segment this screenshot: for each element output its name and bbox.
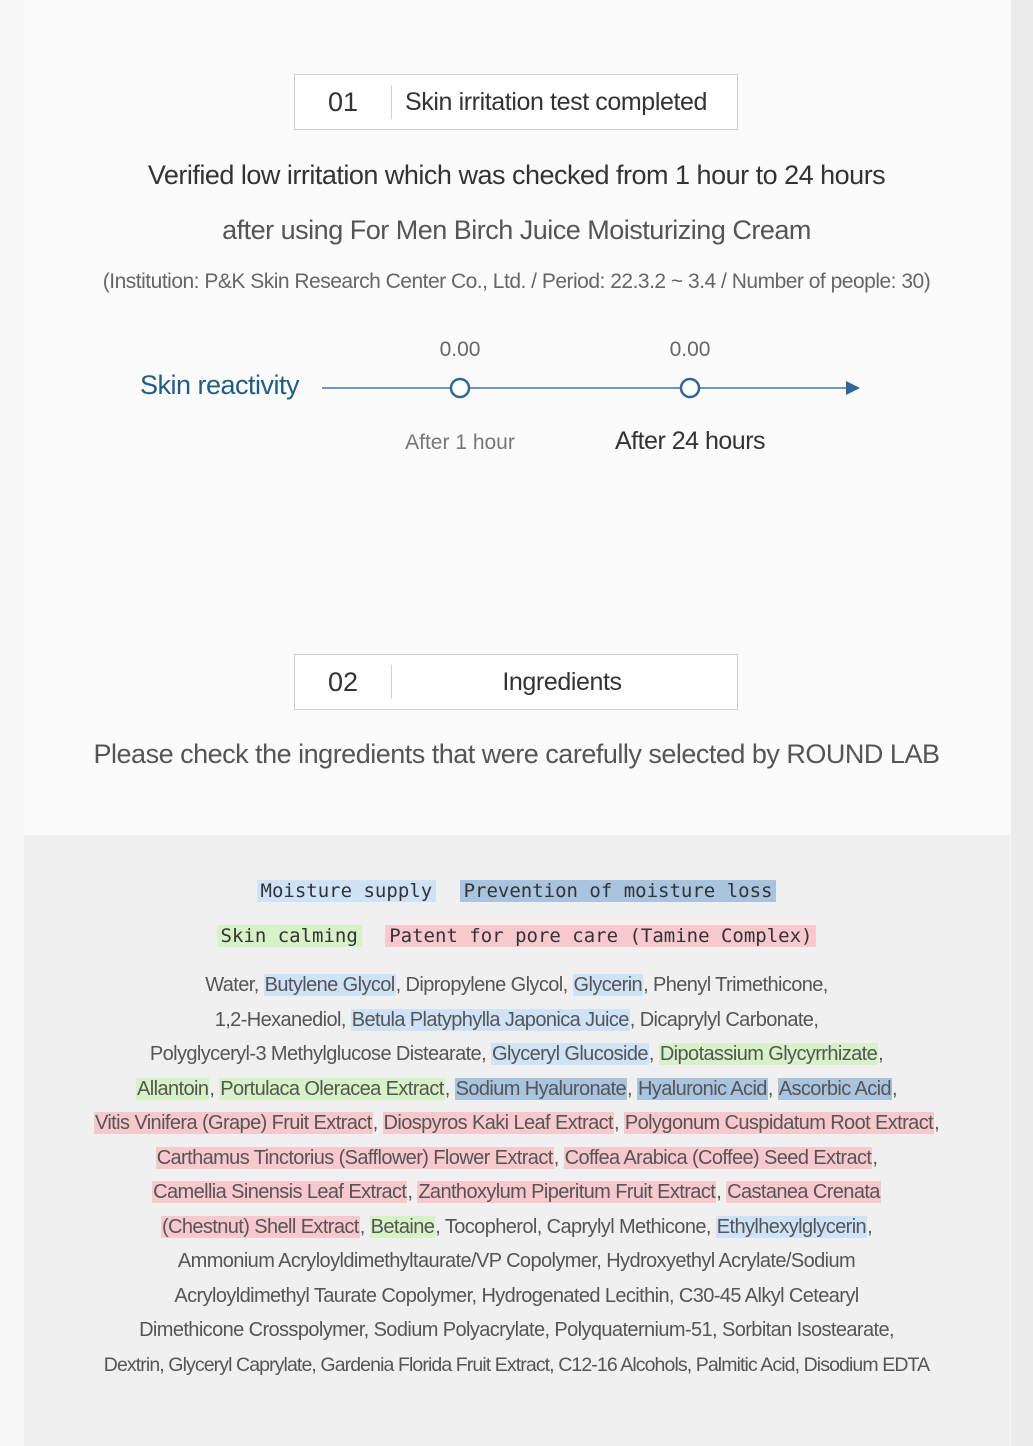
section-1-line-3: (Institution: P&K Skin Research Center Co., Ltd. / Period: 22.3.2 ~ 3.4 / Number of people: 30) — [102, 270, 931, 293]
ingredient-calming: Portulaca Oleracea Extract — [220, 1078, 444, 1100]
ingredient-text: Water, — [205, 974, 264, 996]
ingredients-row-11: Dimethicone Crosspolymer, Sodium Polyacrylate, Polyquaternium-51, Sorbitan Isostearate, — [139, 1319, 894, 1341]
timeline-point-1-caption: After 1 hour — [405, 431, 515, 454]
timeline-graphic — [0, 0, 1033, 480]
timeline-point-2-marker — [681, 379, 699, 397]
ingredient-prevention: Ascorbic Acid — [778, 1078, 891, 1100]
ingredients-row-3 — [0, 1043, 1033, 1066]
ingredient-text: , — [407, 1181, 418, 1203]
ingredient-text: , — [872, 1147, 878, 1169]
legend-prevention-moisture-loss: Prevention of moisture loss — [460, 880, 777, 902]
legend-row-2 — [0, 925, 1033, 947]
ingredient-text: , — [891, 1078, 897, 1100]
ingredient-text: , — [767, 1078, 778, 1100]
ingredient-prevention: Sodium Hyaluronate — [455, 1078, 627, 1100]
ingredient-text: , — [209, 1078, 220, 1100]
ingredients-row-7 — [0, 1181, 1033, 1204]
ingredient-text: , — [878, 1043, 884, 1065]
ingredients-row-9: Ammonium Acryloyldimethyltaurate/VP Copolymer, Hydroxyethyl Acrylate/Sodium — [177, 1250, 856, 1272]
ingredient-text: , — [359, 1216, 370, 1238]
ingredient-patent: Castanea Crenata — [727, 1181, 880, 1203]
section-2-number: 02 — [327, 666, 359, 697]
ingredient-patent: Zanthoxylum Piperitum Fruit Extract — [418, 1181, 716, 1203]
arrow-right-icon — [846, 381, 860, 395]
ingredient-patent: Carthamus Tinctorius (Safflower) Flower Extract — [156, 1147, 553, 1169]
ingredient-patent: Camellia Sinensis Leaf Extract — [153, 1181, 407, 1203]
section-1-line-1: Verified low irritation which was checked from 1 hour to 24 hours — [147, 160, 886, 190]
ingredient-patent: (Chestnut) Shell Extract — [161, 1216, 359, 1238]
ingredient-text: , — [648, 1043, 659, 1065]
ingredient-patent: Vitis Vinifera (Grape) Fruit Extract — [94, 1112, 372, 1134]
ingredients-row-12: Dextrin, Glyceryl Caprylate, Gardenia Florida Fruit Extract, C12-16 Alcohols, Palmitic Acid, Disodium EDTA — [103, 1354, 930, 1376]
ingredient-text: 1,2-Hexanediol, — [214, 1009, 351, 1031]
timeline-point-1-value: 0.00 — [439, 338, 481, 361]
ingredients-row-1 — [0, 974, 1033, 997]
section-2-divider — [391, 665, 392, 699]
section-1-title: Skin irritation test completed — [405, 87, 708, 116]
section-2-title: Ingredients — [502, 667, 622, 696]
timeline-point-1-marker — [451, 379, 469, 397]
ingredient-moisture: Betula Platyphylla Japonica Juice — [351, 1009, 629, 1031]
ingredient-text: , — [372, 1112, 383, 1134]
section-2-subtitle: Please check the ingredients that were carefully selected by ROUND LAB — [93, 739, 940, 769]
ingredient-text: , — [553, 1147, 564, 1169]
ingredients-row-4 — [0, 1078, 1033, 1101]
ingredient-prevention: Hyaluronic Acid — [637, 1078, 767, 1100]
legend-skin-calming: Skin calming — [217, 925, 362, 947]
ingredient-moisture: Glyceryl Glucoside — [492, 1043, 648, 1065]
ingredient-text: , Dicaprylyl Carbonate, — [629, 1009, 819, 1031]
ingredient-text: , — [627, 1078, 637, 1100]
ingredient-patent: Polygonum Cuspidatum Root Extract — [624, 1112, 934, 1134]
ingredient-text: , — [614, 1112, 624, 1134]
skin-reactivity-label: Skin reactivity — [140, 370, 300, 400]
ingredient-text: , Dipropylene Glycol, — [395, 974, 573, 996]
ingredient-text: , — [867, 1216, 873, 1238]
ingredient-calming: Allantoin — [137, 1078, 209, 1100]
section-2-header — [294, 654, 738, 710]
section-1-number: 01 — [327, 86, 359, 117]
ingredient-calming: Dipotassium Glycyrrhizate — [659, 1043, 878, 1065]
ingredient-moisture: Butylene Glycol — [264, 974, 395, 996]
ingredients-row-10: Acryloyldimethyl Taurate Copolymer, Hydrogenated Lecithin, C30-45 Alkyl Cetearyl — [174, 1285, 859, 1307]
legend-patent-pore-care: Patent for pore care (Tamine Complex) — [385, 925, 816, 947]
section-1-line-2: after using For Men Birch Juice Moisturizing Cream — [222, 215, 811, 245]
ingredients-row-8 — [0, 1216, 1033, 1239]
legend-moisture-supply: Moisture supply — [257, 880, 437, 902]
legend-row-1 — [0, 880, 1033, 902]
ingredient-text: , — [716, 1181, 727, 1203]
ingredient-text: , — [934, 1112, 940, 1134]
timeline-point-2-value: 0.00 — [669, 338, 711, 361]
ingredient-text: Polyglyceryl-3 Methylglucose Distearate, — [149, 1043, 491, 1065]
ingredients-row-2 — [0, 1009, 1033, 1032]
ingredient-text: , Phenyl Trimethicone, — [643, 974, 828, 996]
ingredient-moisture: Glycerin — [573, 974, 643, 996]
ingredient-patent: Diospyros Kaki Leaf Extract — [383, 1112, 613, 1134]
ingredient-calming: Betaine — [370, 1216, 435, 1238]
ingredients-row-5 — [0, 1112, 1033, 1135]
ingredients-row-6 — [0, 1147, 1033, 1170]
ingredient-patent: Coffea Arabica (Coffee) Seed Extract — [564, 1147, 872, 1169]
timeline-point-2-caption: After 24 hours — [614, 427, 766, 455]
ingredient-text: , — [444, 1078, 455, 1100]
ingredient-text: , Tocopherol, Caprylyl Methicone, — [435, 1216, 716, 1238]
ingredient-moisture: Ethylhexylglycerin — [716, 1216, 867, 1238]
